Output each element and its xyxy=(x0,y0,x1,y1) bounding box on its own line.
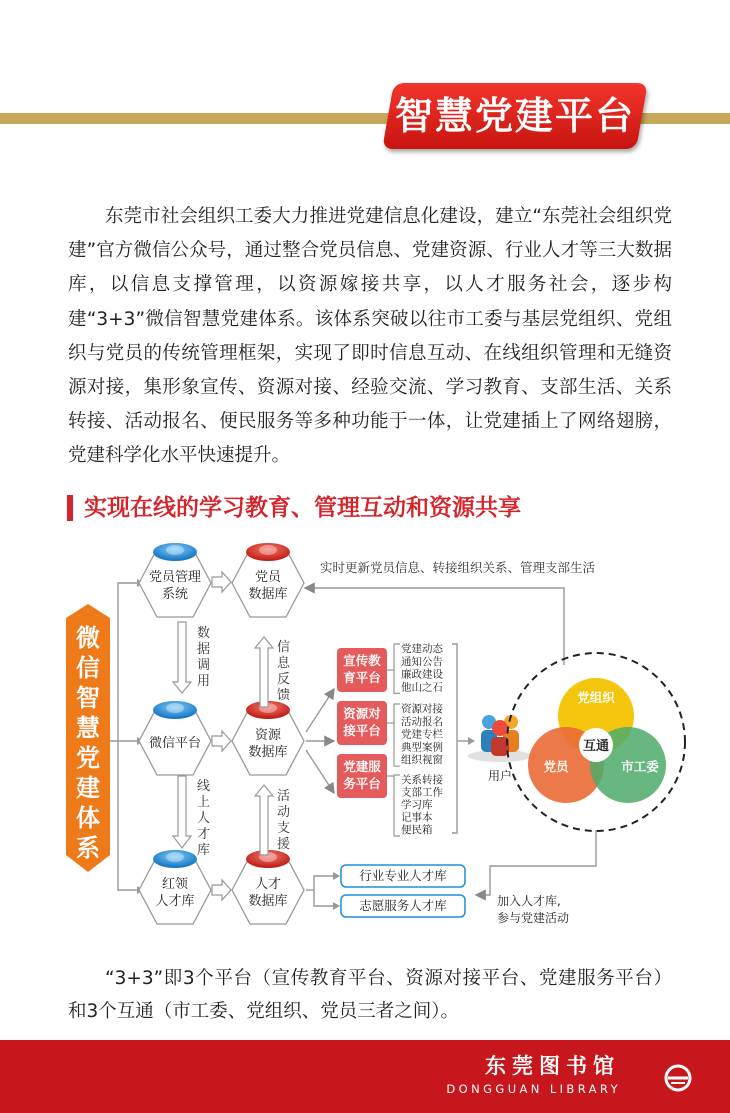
section-title: 实现在线的学习教育、管理互动和资源共享 xyxy=(84,495,521,521)
resource-db-node-label: 数据库 xyxy=(248,745,288,760)
talent-db-node xyxy=(232,850,304,924)
platform-name: 育平台 xyxy=(343,670,381,685)
top-note: 实时更新党员信息、转接组织关系、管理支部生活 xyxy=(320,560,596,575)
platform-item: 党建专栏 xyxy=(401,728,443,741)
left-bracket xyxy=(110,583,137,890)
page-title: 智慧党建平台 xyxy=(394,94,635,138)
library-logo-icon xyxy=(662,1064,694,1092)
wechat-platform-node xyxy=(139,701,211,775)
talent-db-node-label: 人才 xyxy=(254,877,282,892)
party-building-diagram xyxy=(60,540,700,940)
platform-name: 接平台 xyxy=(343,723,381,738)
venn-label-city-committee: 市工委 xyxy=(621,759,659,774)
platform-item: 支部工作 xyxy=(401,786,443,799)
vertical-label-online-talent: 线上人才库 xyxy=(197,779,211,858)
member-mgmt-node-label: 系统 xyxy=(161,587,189,602)
wechat-platform-node-label: 微信平台 xyxy=(148,736,202,751)
section-marker xyxy=(67,495,73,521)
library-name-en: DONGGUAN LIBRARY xyxy=(446,1082,621,1096)
venn-diagram xyxy=(528,678,666,803)
intro-paragraph: 东莞市社会组织工委大力推进党建信息化建设，建立“东莞社会组织党建”官方微信公众号，通过整合党员信息、党建资源、行业人才等三大数据库，以信息支撑管理，以资源嫁接共享，以人才服务社会，逐步构建“3+3”微信智慧党建体系。该体系突破以往市工委与基层党组织、党组织与党员的传统管理框架，实现了即时信息互动、在线组织管理和无缝资源对接，集形象宣传、资源对接、经验交流、学习教育、支部生活、关系转接、活动报名、便民服务等多种功能于一体，让党建插上了网络翅膀，党建科学化水平快速提升。 xyxy=(68,206,672,467)
join-note-2: 参与党建活动 xyxy=(497,911,570,925)
user-label: 用户 xyxy=(487,769,513,783)
platform-name: 党建服 xyxy=(343,759,381,774)
platform-item: 组织视窗 xyxy=(401,754,443,767)
platform-item: 典型案例 xyxy=(401,741,443,754)
member-db-node-label: 党员 xyxy=(254,570,282,585)
library-name-cn: 东莞图书馆 xyxy=(485,1054,620,1078)
platform-item: 资源对接 xyxy=(401,703,443,715)
platform-item: 通知公告 xyxy=(401,655,443,668)
platform-item: 廉政建设 xyxy=(401,668,443,681)
left-banner xyxy=(66,604,110,872)
member-mgmt-node-label: 党员管理 xyxy=(148,570,202,585)
platform-item: 学习库 xyxy=(401,799,433,811)
member-db-node xyxy=(232,543,304,617)
vertical-label-activity-support: 活动支援 xyxy=(277,789,291,852)
platform-item: 党建动态 xyxy=(401,643,443,655)
talent-leader-node xyxy=(139,850,211,924)
resource-db-node-label: 资源 xyxy=(254,728,282,743)
summary-paragraph: “3+3”即3个平台（宣传教育平台、资源对接平台、党建服务平台）和3个互通（市工委、党组织、党员三者之间）。 xyxy=(68,968,672,1022)
talent-box-2 xyxy=(341,895,465,917)
platform-1 xyxy=(337,642,443,693)
platform-3 xyxy=(337,754,443,836)
venn-label-party-org: 党组织 xyxy=(577,690,615,705)
platform-name: 务平台 xyxy=(343,776,381,791)
left-banner-text: 微信智慧党建体系 xyxy=(76,624,100,862)
talent-leader-node-label: 人才库 xyxy=(155,894,195,909)
talent-leader-node-label: 红领 xyxy=(161,877,189,892)
talent-box-label: 志愿服务人才库 xyxy=(359,898,447,913)
footer-bar xyxy=(0,1040,730,1113)
platform-name: 宣传教 xyxy=(343,653,381,668)
talent-db-node-label: 数据库 xyxy=(248,894,288,909)
platform-item: 活动报名 xyxy=(401,715,443,728)
join-note-1: 加入人才库, xyxy=(497,894,561,908)
user-group-icon xyxy=(468,715,532,762)
member-mgmt-node xyxy=(139,543,211,617)
platform-item: 关系转接 xyxy=(401,774,443,786)
platform-item: 他山之石 xyxy=(401,681,443,694)
venn-center-label: 互通 xyxy=(582,739,610,754)
talent-box-label: 行业专业人才库 xyxy=(359,868,447,883)
talent-box-1 xyxy=(341,865,465,887)
platform-name: 资源对 xyxy=(343,706,381,721)
platform-item: 便民箱 xyxy=(401,824,433,836)
venn-label-member: 党员 xyxy=(543,759,569,774)
vertical-label-data-call: 数据调用 xyxy=(197,626,211,689)
resource-db-node xyxy=(232,701,304,775)
vertical-label-info-feedback: 信息反馈 xyxy=(277,640,291,703)
platform-item: 记事本 xyxy=(401,811,433,824)
member-db-node-label: 数据库 xyxy=(248,587,288,602)
